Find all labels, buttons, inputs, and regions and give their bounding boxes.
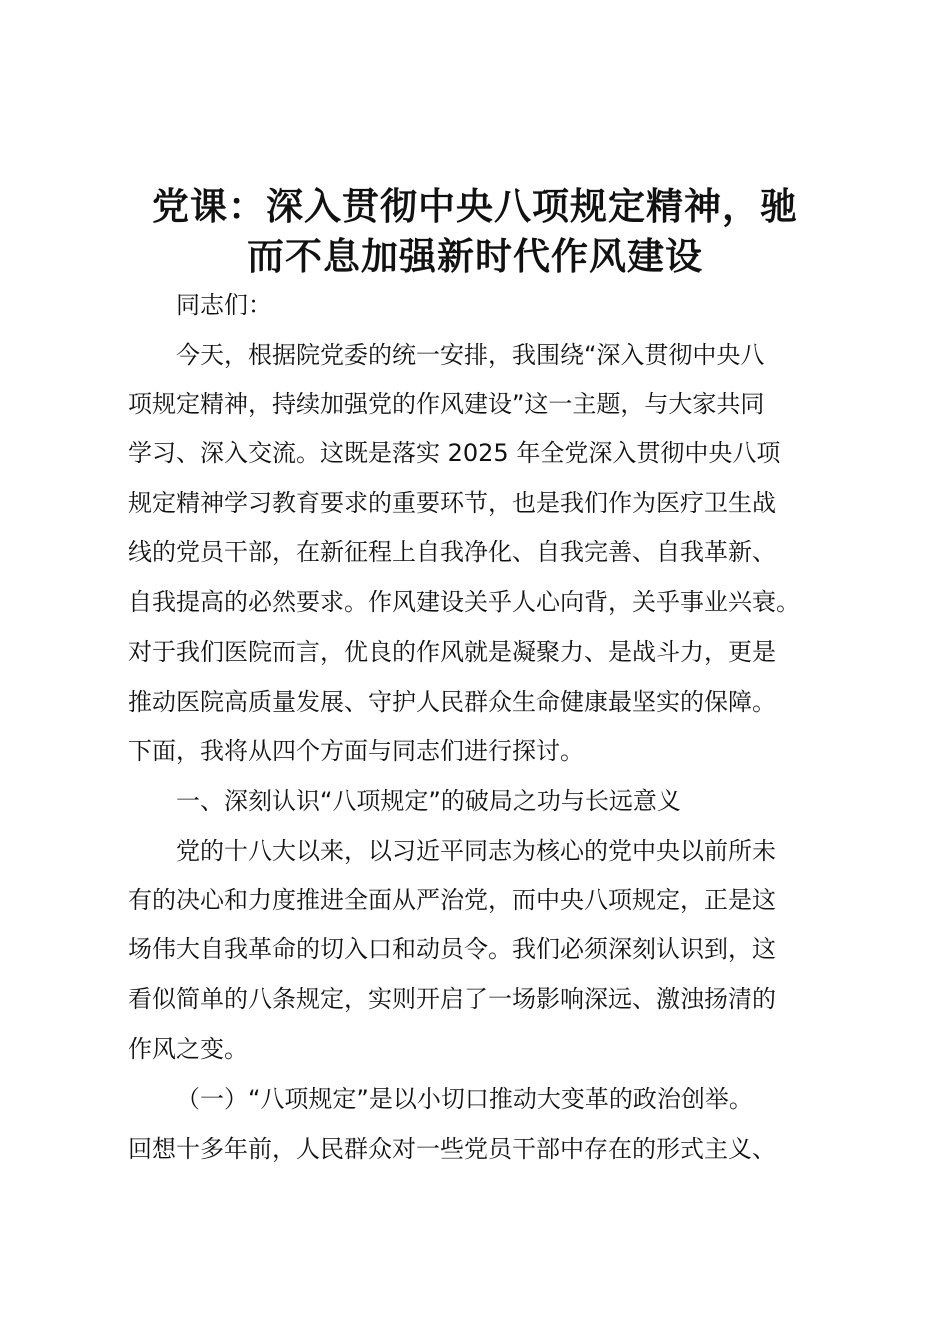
paragraph-line: 作风之变。 bbox=[128, 1035, 248, 1063]
subsection-heading: （一）“八项规定”是以小切口推动大变革的政治创举。 bbox=[176, 1085, 753, 1113]
paragraph-line: 场伟大自我革命的切入口和动员令。我们必须深刻认识到，这 bbox=[128, 935, 776, 963]
salutation: 同志们： bbox=[176, 291, 272, 319]
paragraph-line: 规定精神学习教育要求的重要环节，也是我们作为医疗卫生战 bbox=[128, 489, 776, 517]
paragraph-line: 对于我们医院而言，优良的作风就是凝聚力、是战斗力，更是 bbox=[128, 638, 776, 666]
paragraph-line: 线的党员干部，在新征程上自我净化、自我完善、自我革新、 bbox=[128, 538, 776, 566]
title-line-2: 而不息加强新时代作风建设 bbox=[247, 235, 703, 278]
paragraph-line: 下面，我将从四个方面与同志们进行探讨。 bbox=[128, 737, 584, 765]
paragraph-line: 自我提高的必然要求。作风建设关乎人心向背，关乎事业兴衰。 bbox=[128, 588, 800, 616]
paragraph-line: 推动医院高质量发展、守护人民群众生命健康最坚实的保障。 bbox=[128, 688, 776, 716]
paragraph-line: 今天，根据院党委的统一安排，我围绕“深入贯彻中央八 bbox=[176, 341, 765, 369]
paragraph-line: 学习、深入交流。这既是落实 2025 年全党深入贯彻中央八项 bbox=[128, 439, 781, 467]
paragraph-line: 看似简单的八条规定，实则开启了一场影响深远、激浊扬清的 bbox=[128, 985, 776, 1013]
paragraph-line: 回想十多年前，人民群众对一些党员干部中存在的形式主义、 bbox=[128, 1135, 776, 1163]
paragraph-line: 党的十八大以来，以习近平同志为核心的党中央以前所未 bbox=[176, 837, 776, 865]
paragraph-line: 项规定精神，持续加强党的作风建设”这一主题，与大家共同 bbox=[128, 390, 765, 418]
paragraph-line: 有的决心和力度推进全面从严治党，而中央八项规定，正是这 bbox=[128, 886, 776, 914]
document-title bbox=[100, 182, 850, 282]
section-heading: 一、深刻认识“八项规定”的破局之功与长远意义 bbox=[176, 787, 681, 815]
title-line-1: 党课：深入贯彻中央八项规定精神，驰 bbox=[152, 185, 798, 228]
